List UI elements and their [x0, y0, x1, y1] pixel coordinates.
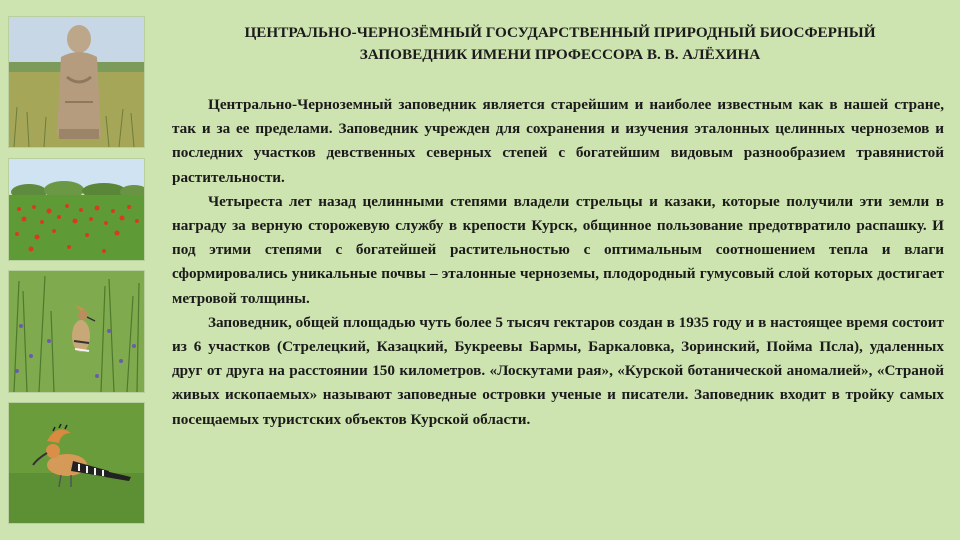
title-line-1: ЦЕНТРАЛЬНО-ЧЕРНОЗЁМНЫЙ ГОСУДАРСТВЕННЫЙ ПРИРОДНЫЙ БИОСФЕРНЫЙ	[244, 24, 876, 41]
title-line-2: ЗАПОВЕДНИК ИМЕНИ ПРОФЕССОРА В. В. АЛЁХИНА	[359, 46, 761, 63]
hoopoe-photo	[8, 402, 145, 524]
paragraph-2: Четыреста лет назад целинными степями владели стрельцы и казаки, которые получили эти земли в награду за верную сторожевую службу в крепости Курск, общинное пользование предотвратило распашку. И под этими степями с богатейшей растительностью с оптимальным соотношением тепла и влаги сформировались уникальные почвы – эталонные черноземы, плодородный гумусовый слой которых достигает метровой толщины.	[172, 192, 944, 307]
poppy-field-photo	[8, 158, 145, 261]
paragraph-1: Центрально-Черноземный заповедник является старейшим и наиболее известным как в нашей стране, так и за ее пределами. Заповедник учрежден для сохранения и изучения эталонных целинных черноземов и последних участков девственных северных степей с богатейшим видовым разнообразием травянистой растительности.	[172, 96, 944, 186]
paragraph-3: Заповедник, общей площадью чуть более 5 тысяч гектаров создан в 1935 году и в настоящее время состоит из 6 участков (Стрелецкий, Казацкий, Букреевы Бармы, Баркаловка, Зоринский, Пойма Псла), удаленных друг от друга на расстоянии 150 километров. «Лоскутами рая», «Курской ботанической аномалией», «Страной живых ископаемых» называют заповедные островки ученые и писатели. Заповедник входит в тройку самых посещаемых туристских объектов Курской области.	[172, 313, 944, 428]
stone-statue-photo	[8, 16, 145, 148]
article-body	[172, 93, 944, 432]
bird-in-grass-photo	[8, 270, 145, 393]
page-title	[176, 22, 944, 66]
